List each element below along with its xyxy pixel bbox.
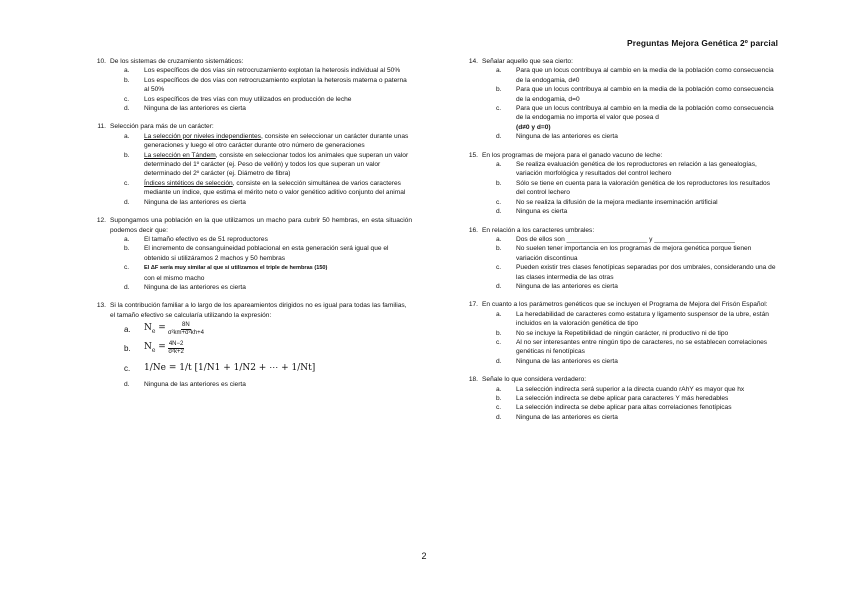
option-c: c. Los específicos de tres vías con muy utilizados en producción de leche	[124, 95, 352, 103]
question-11	[92, 122, 412, 207]
question-text: En cuanto a los parámetros genéticos que se incluyen el Programa de Mejora del Frisón Español:	[482, 301, 768, 309]
option-c: c. No se realiza la difusión de la mejora mediante inseminación artificial	[496, 198, 718, 206]
page-header: Preguntas Mejora Genética 2º parcial	[627, 38, 778, 48]
option-d: d. Ninguna es cierta	[496, 208, 568, 216]
option-b: b. La selección indirecta se debe aplicar para caracteres Y más heredables	[496, 395, 729, 402]
question-text: De los sistemas de cruzamiento sistemáticos:	[110, 58, 244, 65]
option-d: d. Ninguna de las anteriores es cierta	[496, 357, 618, 365]
question-text: Si la contribución familiar a lo largo de los apareamientos dirigidos no es igual para todas las familias, el tamaño efectivo se calcularía utilizando la expresión:	[110, 302, 407, 319]
question-text: Selección para más de un carácter:	[110, 123, 214, 131]
option-a: a. Dos de ellos son ______________________ y ______________________	[496, 235, 735, 243]
option-d: d. Ninguna de las anteriores es cierta	[124, 105, 246, 113]
question-number: 18.	[468, 376, 478, 384]
option-c: c. Pueden existir tres clases fenotípicas separadas por dos umbrales, considerando una de las clases intermedia de las otras	[496, 264, 776, 281]
option-d: d. Ninguna de las anteriores es cierta	[124, 381, 246, 389]
option-a: a. El tamaño efectivo es de 51 reproductores	[124, 235, 268, 243]
option-b-formula: b. $N_e$ = $\frac{4N-2}{\text{σ²k+2}}$	[124, 341, 184, 356]
option-c: c. Índices sintéticos de selección, consiste en la selección simultánea de varios caracteres mediante un índice, que estima el mérito neto o valor genético aditivo conjunto del animal	[124, 179, 406, 197]
question-10	[92, 57, 412, 113]
option-d: d. Ninguna de las anteriores es cierta	[496, 282, 618, 290]
question-number: 12.	[96, 217, 106, 225]
question-14	[464, 57, 776, 142]
right-column	[464, 57, 776, 431]
option-d: d. Ninguna de las anteriores es cierta	[124, 283, 246, 291]
question-number: 15.	[468, 151, 478, 159]
option-a: a. La selección por niveles independientes, consiste en seleccionar un carácter durante unas generaciones y luego el otro carácter durante otro número de generaciones	[124, 132, 409, 150]
option-b: b. Para que un locus contribuya al cambio en la media de la población como consecuencia de la endogamia, d=0	[496, 86, 774, 103]
option-a: a. Los específicos de dos vías sin retrocruzamiento explotan la heterosis individual al 50%	[124, 67, 401, 75]
question-number: 17.	[468, 301, 478, 309]
question-text: En los programas de mejora para el ganado vacuno de leche:	[482, 151, 663, 159]
question-17	[464, 300, 776, 366]
question-12	[92, 216, 412, 292]
option-c: c. Al no ser interesantes entre ningún tipo de caracteres, no se establecen correlaciones genéticas ni fenotípicas	[496, 338, 768, 356]
option-a: a. Para que un locus contribuya al cambio en la media de la población como consecuencia de la endogamia, d≠0	[496, 67, 774, 84]
question-number: 14.	[468, 58, 478, 65]
left-column	[92, 57, 412, 399]
option-b: b. La selección en Tándem, consiste en seleccionar todos los animales que superan un valor determinado del 1º carácter (ej. Peso de vellón) y todos los que superan un valor determinado del 2º carácter (ej. Diámetro de fibra)	[124, 151, 409, 178]
question-number: 10.	[96, 58, 106, 65]
question-18	[464, 375, 776, 422]
question-number: 11.	[97, 123, 106, 131]
option-b: b. No se incluye la Repetibilidad de ningún carácter, ni productivo ni de tipo	[496, 329, 729, 337]
option-a: a. La heredabilidad de caracteres como estatura y ligamento suspensor de la ubre, están incluidos en la valoración genética de tipo	[496, 310, 769, 328]
question-13	[92, 301, 412, 389]
option-b: b. No suelen tener importancia en los programas de mejora genética porque tienen variación discontinua	[496, 245, 752, 262]
option-b: b. Los específicos de dos vías con retrocruzamiento explotan la heterosis materna o paterna al 50%	[124, 76, 407, 94]
question-text: Señalar aquello que sea cierto:	[482, 58, 573, 65]
question-16	[464, 226, 776, 292]
option-a: a. La selección indirecta será superior a la directa cuando rAhY es mayor que hx	[496, 385, 745, 393]
option-b: b. Sólo se tiene en cuenta para la valoración genética de los reproductores los resultados del control lechero	[496, 179, 771, 197]
question-number: 13.	[96, 302, 106, 310]
option-d: d. Ninguna de las anteriores es cierta	[496, 413, 618, 421]
option-d: d. Ninguna de las anteriores es cierta	[124, 198, 246, 206]
question-text: Señale lo que considera verdadero:	[482, 376, 587, 384]
question-text: Supongamos una población en la que utilizamos un macho para cubrir 50 hembras, en esta situación podemos decir que:	[110, 217, 412, 234]
option-c: c. La selección indirecta se debe aplicar para altas correlaciones fenotípicas	[496, 404, 732, 412]
question-15	[464, 151, 776, 217]
question-text: En relación a los caracteres umbrales:	[482, 226, 595, 234]
option-c: c. El ΔF sería muy similar al que si utilizamos el triple de hembras (150) con el mismo macho	[124, 264, 328, 282]
option-b: b. El incremento de consanguineidad poblacional en esta generación será igual que el obtenido si utilizáramos 2 machos y 50 hembras	[124, 245, 389, 262]
option-c: c. Para que un locus contribuya al cambio en la media de la población como consecuencia de la endogamia no importa el valor que posea d (d≠0 y d=0)	[496, 105, 774, 131]
option-c-formula: c. 1/Ne = 1/t [1/N1 + 1/N2 + ⋯ + 1/Nt]	[124, 363, 316, 374]
page-number: 2	[421, 551, 427, 561]
option-a: a. Se realiza evaluación genética de los reproductores en relación a las genealogías, variación morfológica y resultados del control lechero	[496, 161, 757, 178]
option-a-formula: a. $N_e$ = $\frac{8N}{\text{σ²km+σ²kh+4}}$	[124, 322, 204, 337]
option-d: d. Ninguna de las anteriores es cierta	[496, 133, 618, 141]
question-number: 16.	[468, 226, 478, 234]
